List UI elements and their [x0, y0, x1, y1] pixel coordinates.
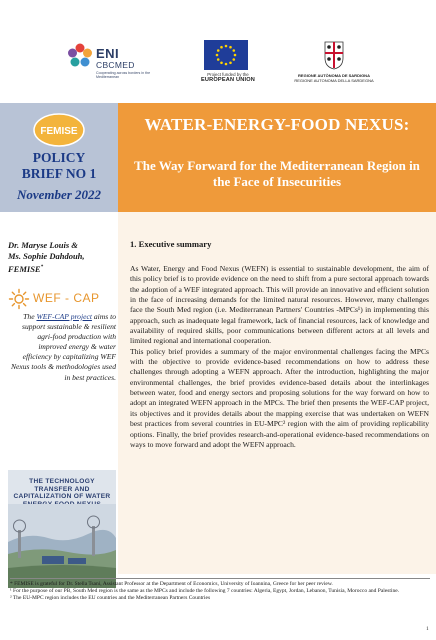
- footnote-divider: [10, 578, 430, 579]
- wefcap-project-link[interactable]: WEF-CAP project: [36, 312, 92, 321]
- wefcap-logo: [8, 288, 116, 310]
- eu-star-icon: [232, 58, 235, 61]
- author-3-note: *: [40, 265, 44, 270]
- policy-number: BRIEF NO 1: [21, 166, 97, 181]
- eu-star-icon: [225, 63, 228, 66]
- policy-label: POLICY: [32, 150, 86, 165]
- eni-cbcmed-logo: [66, 42, 151, 90]
- project-description: [8, 312, 116, 383]
- eu-caption-line: Project funded by the: [207, 72, 249, 77]
- desc-rest: aims to support sustainable & resilient agri-food production with improved energy & water efficiency by capitalizing WEF Nexus tools & methodologies used in best practices.: [10, 312, 116, 382]
- sidebar: [0, 212, 118, 574]
- logo-header: [0, 0, 436, 100]
- author-3: FEMISE: [8, 263, 41, 274]
- page-title: WATER-ENERGY-FOOD NEXUS:: [144, 115, 410, 134]
- eu-star-icon: [225, 45, 228, 48]
- eni-name: ENI: [96, 46, 120, 61]
- eu-caption: [192, 72, 264, 83]
- eu-star-icon: [216, 54, 219, 57]
- paragraph-2: This policy brief provides a summary of the major environmental challenges facing the MPCs with the objective to provide evidence-based recommendations on how to address these challenges through adopting a WEFN approach. After the introduction, highlighting the major environmental challenges, the brief provides evidence-based details about the interlinkages between water, food and energy sectors and proposing solutions for the way forward on how to adopt an integrated WEFN approach in the MPCs. The brief then presents the WEF-CAP project, its objectives and it provides details about the mapping exercise that was undertaken on WEFN best practices from several countries in EU-MPC² region with the aim of providing replicability options. Finally, the brief provides research-and-operational evidence-based recommendations on ways to move forward and adopt the WEFN approach.: [130, 346, 429, 449]
- eu-name: EUROPEAN UNION: [200, 76, 256, 83]
- eu-star-icon: [229, 61, 232, 64]
- sardinia-crest-icon: [323, 40, 345, 70]
- sardinia-line2: REGIONE AUTONOMA DELLA SARDEGNA: [294, 78, 374, 83]
- section-heading: 1. Executive summary: [130, 239, 212, 249]
- wefcap-logo-text: WEF - CAP: [33, 291, 100, 305]
- title-band: [0, 103, 436, 212]
- poster-landscape-icon: [8, 504, 116, 588]
- main-content: [118, 212, 436, 574]
- paragraph-1: As Water, Energy and Food Nexus (WEFN) is essential to sustainable development, the aim of this policy brief is to provide evidence on the need to shift from a pure sectoral approach towards the adoption of a WEF integrated approach. This will provide an innovative and efficient solution in the face of increasing demands for the limited natural resources. However, many challenges face the South Med region (i.e. Mediterranean Partners' Countries -MPCs¹) in implementing this approach, such as inadequate legal framework, lack of financial resources, lack of knowledge and availability of required skills, poor communications between different actors at all levels and limited regional and international cooperation.: [130, 264, 429, 346]
- femise-badge-text: FEMISE: [40, 126, 78, 137]
- policy-label-block: [0, 150, 118, 182]
- page-number: 1: [426, 626, 429, 632]
- femise-logo-icon: [33, 112, 85, 148]
- author-3-line: [8, 262, 118, 275]
- eu-flag-icon: [204, 40, 248, 70]
- author-2: Ms. Sophie Dahdouh,: [8, 251, 85, 261]
- footnote-star: * FEMISE is grateful for Dr. Stella Tsani, Assistant Professor at the Department of Economics, University of Ioannina, Greece for her peer review.: [10, 581, 333, 587]
- eni-flower-icon: [66, 42, 94, 70]
- eu-logo: [196, 40, 260, 96]
- eu-star-icon: [234, 54, 237, 57]
- footnote-1: ¹ For the purpose of our PB, South Med region is the same as the MPCs and include the following 7 countries: Algeria, Egypt, Jordan, Lebanon, Tunisia, Morocco and Palestine.: [10, 588, 400, 595]
- sardinia-logo: [286, 40, 382, 96]
- poster-title: THE TECHNOLOGY TRANSFER AND CAPITALIZATION OF WATER: [13, 478, 111, 501]
- policy-date: November 2022: [16, 187, 102, 202]
- sardinia-caption: [286, 73, 382, 83]
- eu-star-icon: [232, 49, 235, 52]
- footnotes: [10, 581, 430, 602]
- authors: [8, 240, 118, 275]
- policy-brief-panel: [0, 103, 118, 212]
- author-1: Dr. Maryse Louis &: [8, 240, 78, 250]
- desc-prefix: The: [23, 312, 35, 321]
- eu-star-icon: [229, 46, 232, 49]
- eu-star-icon: [220, 46, 223, 49]
- eu-star-icon: [217, 58, 220, 61]
- eni-tagline: Cooperating across borders in the Mediterranean: [96, 71, 151, 80]
- eu-star-icon: [220, 61, 223, 64]
- executive-summary-text: [130, 264, 429, 450]
- footnote-2: ² The EU-MPC region includes the EU countries and the Mediterranean Partners Countries: [10, 595, 211, 602]
- wefcap-sun-icon: [8, 288, 30, 310]
- page-subtitle: The Way Forward for the Mediterranean Region in the Face of Insecurities: [134, 158, 420, 189]
- eu-star-icon: [217, 49, 220, 52]
- sardinia-line1: REGIONE AUTÒNOMA DE SARDIGNA: [298, 73, 370, 78]
- eni-sub: CBCMED: [96, 60, 135, 70]
- project-poster-image: [8, 470, 116, 588]
